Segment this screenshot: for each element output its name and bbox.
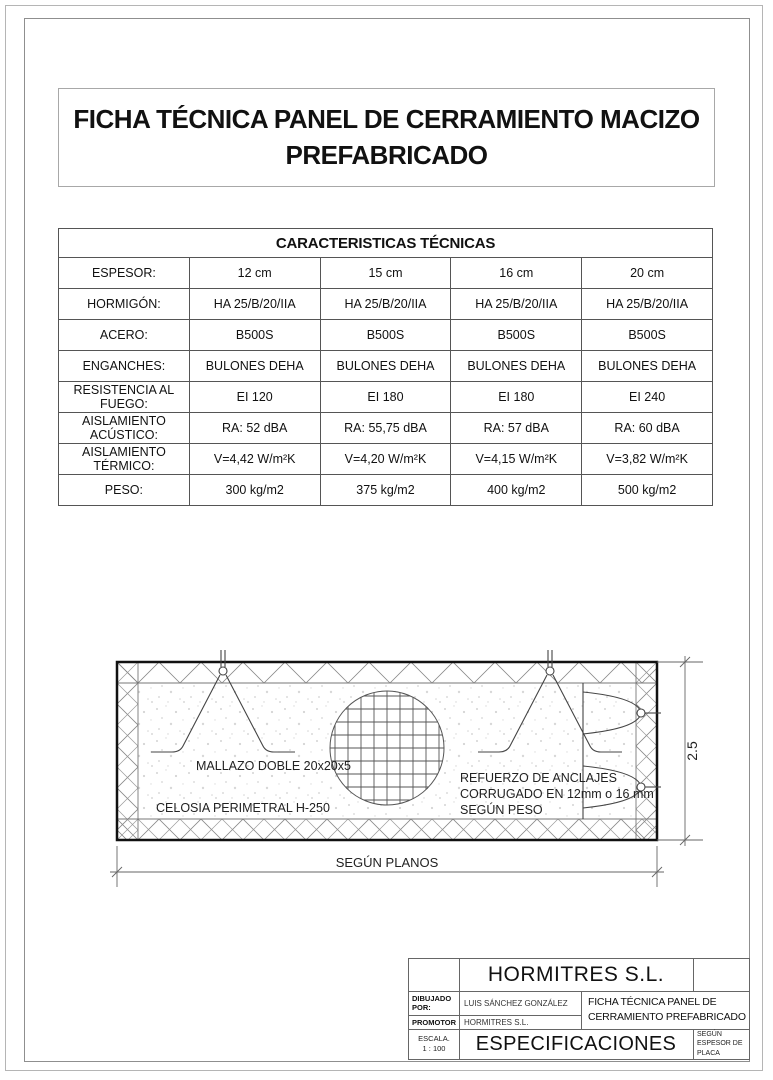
promoter-label: PROMOTOR	[412, 1017, 457, 1027]
row-value: HA 25/B/20/IIA	[189, 289, 320, 320]
spec-table-body	[59, 258, 713, 506]
reinforcement-label-line2: CORRUGADO EN 12mm o 16 mm	[460, 787, 654, 801]
sheet-title: ESPECIFICACIONES	[475, 1032, 677, 1055]
row-value: B500S	[320, 320, 451, 351]
row-value: 16 cm	[451, 258, 582, 289]
promoter-value: HORMITRES S.L.	[464, 1017, 529, 1027]
row-value: 400 kg/m2	[451, 475, 582, 506]
thickness-note: SEGÚN ESPESOR DE PLACA	[697, 1030, 743, 1057]
lattice-label: CELOSIA PERIMETRAL H-250	[156, 801, 330, 815]
row-value: BULONES DEHA	[582, 351, 713, 382]
row-value: V=4,20 W/m²K	[320, 444, 451, 475]
row-value: B500S	[451, 320, 582, 351]
table-row	[59, 382, 713, 413]
row-value: RA: 55,75 dBA	[320, 413, 451, 444]
row-value: V=4,42 W/m²K	[189, 444, 320, 475]
row-value: BULONES DEHA	[451, 351, 582, 382]
row-label: ESPESOR:	[59, 258, 190, 289]
row-value: HA 25/B/20/IIA	[320, 289, 451, 320]
drawn-by-value: LUIS SÁNCHEZ GONZÁLEZ	[464, 998, 568, 1008]
row-value: B500S	[189, 320, 320, 351]
row-label: ENGANCHES:	[59, 351, 190, 382]
row-value: RA: 57 dBA	[451, 413, 582, 444]
row-label: ACERO:	[59, 320, 190, 351]
row-value: EI 120	[189, 382, 320, 413]
table-row	[59, 351, 713, 382]
row-value: 20 cm	[582, 258, 713, 289]
scale-label: ESCALA.	[418, 1033, 450, 1043]
mesh-label: MALLAZO DOBLE 20x20x5	[196, 759, 351, 773]
characteristics-table	[58, 228, 713, 506]
panel-section-drawing	[90, 640, 720, 900]
row-value: 500 kg/m2	[582, 475, 713, 506]
table-row	[59, 258, 713, 289]
row-value: EI 180	[451, 382, 582, 413]
row-value: 300 kg/m2	[189, 475, 320, 506]
row-value: 375 kg/m2	[320, 475, 451, 506]
table-title: CARACTERISTICAS TÉCNICAS	[59, 229, 713, 258]
row-value: EI 240	[582, 382, 713, 413]
reinforcement-label-line1: REFUERZO DE ANCLAJES	[460, 771, 617, 785]
page-title: FICHA TÉCNICA PANEL DE CERRAMIENTO MACIZO PREFABRICADO	[73, 104, 700, 170]
row-label: HORMIGÓN:	[59, 289, 190, 320]
table-row	[59, 444, 713, 475]
scale-cell	[409, 1029, 459, 1059]
width-dimension-label: SEGÚN PLANOS	[335, 855, 439, 870]
row-value: 15 cm	[320, 258, 451, 289]
title-block	[408, 958, 750, 1060]
row-value: B500S	[582, 320, 713, 351]
row-value: RA: 52 dBA	[189, 413, 320, 444]
row-value: BULONES DEHA	[189, 351, 320, 382]
row-value: BULONES DEHA	[320, 351, 451, 382]
table-row	[59, 320, 713, 351]
row-value: RA: 60 dBA	[582, 413, 713, 444]
row-value: HA 25/B/20/IIA	[451, 289, 582, 320]
row-label: PESO:	[59, 475, 190, 506]
scale-value: 1 : 100	[422, 1044, 446, 1053]
row-value: V=4,15 W/m²K	[451, 444, 582, 475]
row-value: HA 25/B/20/IIA	[582, 289, 713, 320]
row-value: EI 180	[320, 382, 451, 413]
row-label: AISLAMIENTO TÉRMICO:	[59, 444, 190, 475]
table-row	[59, 413, 713, 444]
row-label: RESISTENCIA AL FUEGO:	[59, 382, 190, 413]
reinforcement-label-line3: SEGÚN PESO	[460, 803, 543, 817]
table-row	[59, 475, 713, 506]
company-name: HORMITRES S.L.	[487, 963, 665, 986]
row-value: 12 cm	[189, 258, 320, 289]
title-box	[58, 88, 715, 187]
height-dimension-label: 2.5	[684, 741, 700, 761]
table-header-row	[59, 229, 713, 258]
project-title: FICHA TÉCNICA PANEL DE CERRAMIENTO PREFABRICADO	[588, 995, 746, 1023]
row-value: V=3,82 W/m²K	[582, 444, 713, 475]
row-label: AISLAMIENTO ACÚSTICO:	[59, 413, 190, 444]
drawn-by-label: DIBUJADO POR:	[412, 994, 452, 1013]
table-row	[59, 289, 713, 320]
